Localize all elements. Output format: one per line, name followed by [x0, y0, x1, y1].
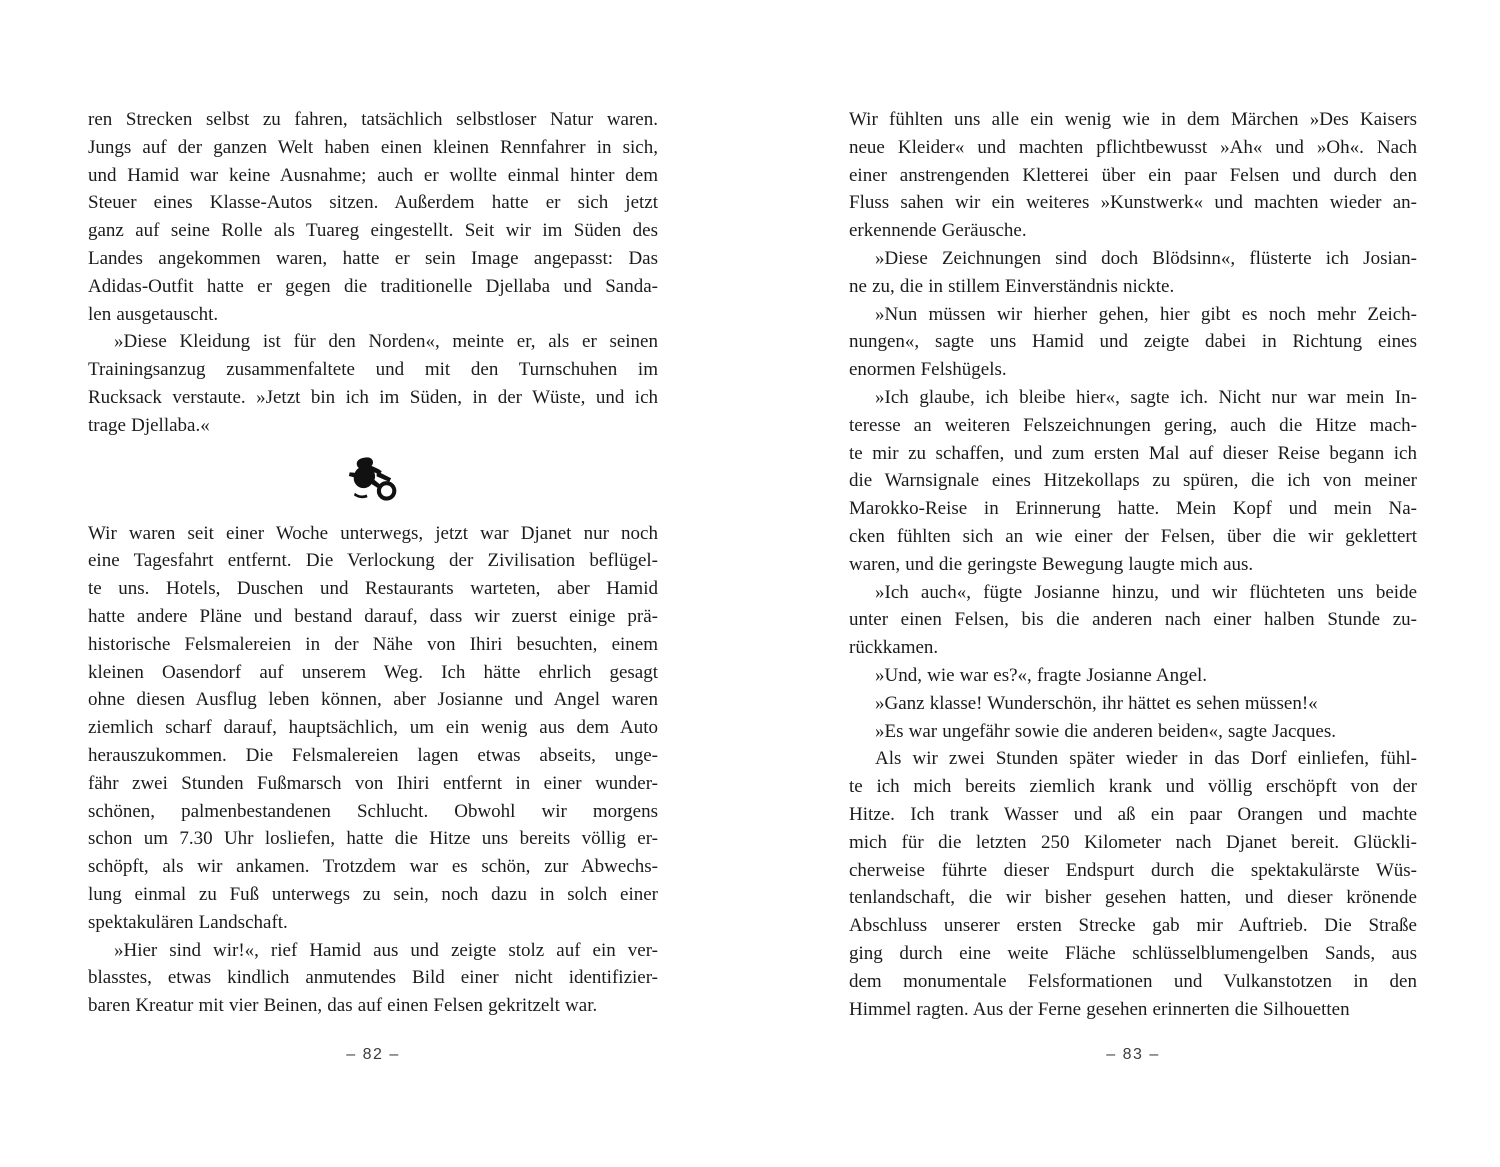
paragraph [849, 245, 1417, 301]
text-line: Adidas-Outfit hatte er gegen die traditionelle Djellaba und Sanda- [88, 275, 658, 297]
paragraph [849, 745, 1417, 1023]
paragraph [88, 937, 658, 1020]
page-number-right: – 83 – [1106, 1046, 1160, 1063]
text-line: unter einen Felsen, bis die anderen nach einer halben Stunde zu- [849, 609, 1417, 631]
text-line: schon um 7.30 Uhr losliefen, hatte die Hitze uns bereits völlig er- [88, 828, 658, 850]
text-line: »Ganz klasse! Wunderschön, ihr hättet es sehen müssen!« [875, 692, 1318, 714]
text-line: ziemlich scharf darauf, hauptsächlich, um ein wenig aus dem Auto [88, 717, 658, 739]
page-82 [88, 106, 658, 1020]
text-line: enormen Felshügels. [849, 359, 1007, 381]
text-line: erkennende Geräusche. [849, 220, 1027, 242]
text-line: spektakulären Landschaft. [88, 911, 288, 933]
text-line: te mir zu schaffen, und zum ersten Mal auf dieser Reise begann ich [849, 442, 1417, 464]
text-line: te uns. Hotels, Duschen und Restaurants warteten, aber Hamid [88, 578, 658, 600]
text-line: einer anstrengenden Kletterei über ein paar Felsen und durch den [849, 164, 1417, 186]
text-line: kleinen Oasendorf auf unserem Weg. Ich hätte ehrlich gesagt [88, 661, 658, 683]
paragraph [88, 520, 658, 937]
text-line: ren Strecken selbst zu fahren, tatsächlich selbstloser Natur waren. [88, 109, 658, 130]
paragraph [849, 579, 1417, 662]
motorcycle-icon [344, 456, 402, 504]
text-line: »Hier sind wir!«, rief Hamid aus und zeigte stolz auf ein ver- [114, 939, 658, 961]
text-line: Wir waren seit einer Woche unterwegs, jetzt war Djanet nur noch [88, 522, 658, 544]
text-line: ohne diesen Ausflug leben können, aber Josianne und Angel waren [88, 689, 658, 711]
text-line: nungen«, sagte uns Hamid und zeigte dabei in Richtung eines [849, 331, 1417, 353]
text-line: ganz auf seine Rolle als Tuareg eingestellt. Seit wir im Süden des [88, 220, 658, 242]
text-line: te ich mich bereits ziemlich krank und völlig erschöpft von der [849, 776, 1417, 798]
text-line: ging durch eine weite Fläche schlüsselblumengelben Sands, aus [849, 942, 1417, 964]
text-line: neue Kleider« und machten pflichtbewusst »Ah« und »Oh«. Nach [849, 136, 1417, 158]
text-line: waren, und die geringste Bewegung laugte mich aus. [849, 553, 1254, 575]
text-line: Jungs auf der ganzen Welt haben einen kleinen Rennfahrer in sich, [88, 136, 658, 158]
text-line: teresse an weiteren Felszeichnungen gering, auch die Hitze mach- [849, 414, 1417, 436]
text-line: Als wir zwei Stunden später wieder in das Dorf einliefen, fühl- [875, 748, 1417, 770]
text-line: die Warnsignale eines Hitzekollaps zu spüren, die ich von meiner [849, 470, 1417, 492]
text-line: fähr zwei Stunden Fußmarsch von Ihiri entfernt in einer wunder- [88, 772, 658, 794]
section-divider [88, 440, 658, 520]
text-line: und Hamid war keine Ausnahme; auch er wollte einmal hinter dem [88, 164, 658, 186]
text-line: »Diese Zeichnungen sind doch Blödsinn«, flüsterte ich Josian- [875, 247, 1417, 269]
text-line: »Ich glaube, ich bleibe hier«, sagte ich. Nicht nur war mein In- [875, 386, 1417, 408]
text-line: historische Felsmalereien in der Nähe von Ihiri besuchten, einem [88, 633, 658, 655]
text-line: schöpft, als wir ankamen. Trotzdem war es schön, zur Abwechs- [88, 856, 658, 878]
text-line: cherweise führte dieser Endspurt durch die spektakulärste Wüs- [849, 859, 1417, 881]
text-line: Hitze. Ich trank Wasser und aß ein paar Orangen und machte [849, 803, 1417, 825]
text-line: Trainingsanzug zusammenfaltete und mit den Turnschuhen im [88, 359, 658, 381]
text-line: Landes angekommen waren, hatte er sein Image angepasst: Das [88, 247, 658, 269]
text-line: ne zu, die in stillem Einverständnis nickte. [849, 275, 1175, 297]
text-line: blasstes, etwas kindlich anmutendes Bild einer nicht identifizier- [88, 967, 658, 989]
paragraph [849, 690, 1417, 718]
text-line: »Diese Kleidung ist für den Norden«, meinte er, als er seinen [114, 331, 658, 353]
text-line: »Nun müssen wir hierher gehen, hier gibt es noch mehr Zeich- [875, 303, 1417, 325]
text-line: »Ich auch«, fügte Josianne hinzu, und wir flüchteten uns beide [875, 581, 1417, 603]
text-line: rückkamen. [849, 637, 939, 659]
text-line: trage Djellaba.« [88, 414, 210, 436]
text-line: »Es war ungefähr sowie die anderen beiden«, sagte Jacques. [875, 720, 1336, 742]
paragraph [849, 301, 1417, 384]
text-line: mich für die letzten 250 Kilometer nach Djanet bereit. Glückli- [849, 831, 1417, 853]
text-line: Abschluss unserer ersten Strecke gab mir Auftrieb. Die Straße [849, 915, 1417, 937]
text-line: lung einmal zu Fuß unterwegs zu sein, noch dazu in solch einer [88, 883, 658, 905]
paragraph [88, 328, 658, 439]
page-number-left: – 82 – [346, 1046, 400, 1063]
text-line: Wir fühlten uns alle ein wenig wie in dem Märchen »Des Kaisers [849, 109, 1417, 130]
text-line: schönen, palmenbestandenen Schlucht. Obwohl wir morgens [88, 800, 658, 822]
paragraph [849, 662, 1417, 690]
text-line: eine Tagesfahrt entfernt. Die Verlockung der Zivilisation beflügel- [88, 550, 658, 572]
text-line: »Und, wie war es?«, fragte Josianne Angel. [875, 664, 1208, 686]
page-82-text [88, 106, 658, 1020]
text-line: len ausgetauscht. [88, 303, 219, 325]
text-line: Steuer eines Klasse-Autos sitzen. Außerdem hatte er sich jetzt [88, 192, 658, 214]
text-line: Fluss sahen wir ein weiteres »Kunstwerk« und machten wieder an- [849, 192, 1417, 214]
text-line: tenlandschaft, die wir bisher gesehen hatten, und dieser krönende [849, 887, 1417, 909]
text-line: herauszukommen. Die Felsmalereien lagen etwas abseits, unge- [88, 744, 658, 766]
text-line: dem monumentale Felsformationen und Vulkanstotzen in den [849, 970, 1417, 992]
text-line: Marokko-Reise in Erinnerung hatte. Mein Kopf und mein Na- [849, 498, 1417, 520]
text-line: cken fühlten sich an wie einer der Felsen, über die wir geklettert [849, 525, 1417, 547]
page-83 [849, 106, 1417, 1023]
text-line: hatte andere Pläne und bestand darauf, dass wir zuerst einige prä- [88, 605, 658, 627]
paragraph [849, 106, 1417, 245]
text-line: Rucksack verstaute. »Jetzt bin ich im Süden, in der Wüste, und ich [88, 386, 658, 408]
page-83-text [849, 106, 1417, 1023]
paragraph [88, 106, 658, 328]
paragraph [849, 384, 1417, 579]
paragraph [849, 718, 1417, 746]
text-line: baren Kreatur mit vier Beinen, das auf einen Felsen gekritzelt war. [88, 995, 598, 1017]
text-line: Himmel ragten. Aus der Ferne gesehen erinnerten die Silhouetten [849, 998, 1350, 1020]
